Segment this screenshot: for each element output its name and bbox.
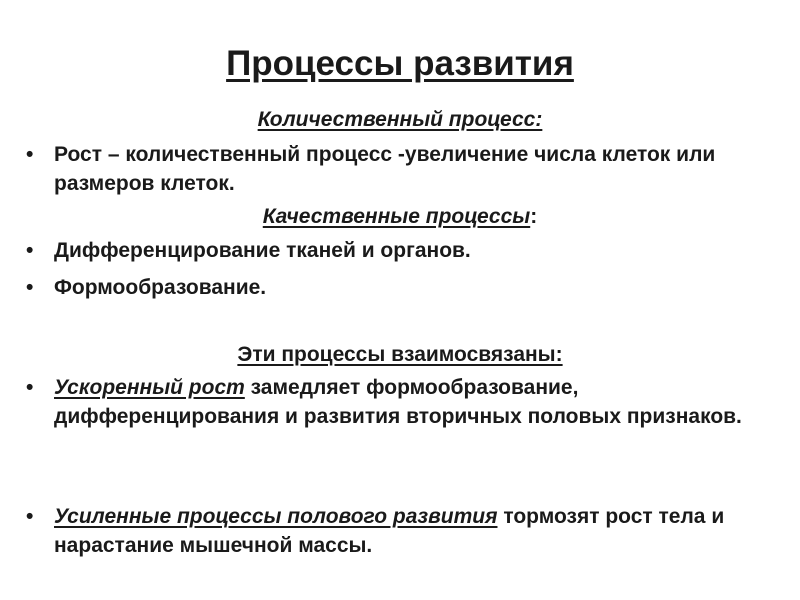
- bullet-growth: [26, 140, 776, 198]
- bullet-accelerated-growth: [26, 373, 776, 431]
- bullet-marker: •: [26, 143, 34, 166]
- bullet-morphogenesis: [26, 273, 776, 302]
- qualitative-heading-colon: :: [530, 205, 538, 228]
- bullet-differentiation: [26, 236, 776, 265]
- bullet-text: тормозят рост тела и нарастание мышечной массы.: [54, 505, 725, 557]
- bullet-text: Дифференцирование тканей и органов.: [54, 239, 471, 262]
- qualitative-heading: [0, 203, 800, 231]
- bullet-marker: •: [26, 505, 34, 528]
- bullet-marker: •: [26, 276, 34, 299]
- bullet-marker: •: [26, 376, 34, 399]
- bullet-sexual-development: [26, 502, 776, 560]
- bullet-marker: •: [26, 239, 34, 262]
- bullet-text: Рост – количественный процесс -увеличение числа клеток или размеров клеток.: [54, 143, 716, 195]
- bullet-text: Формообразование.: [54, 276, 267, 299]
- relation-heading: Эти процессы взаимосвязаны:: [237, 343, 563, 366]
- bullet-emphasis: Усиленные процессы полового развития: [54, 505, 498, 528]
- qualitative-heading-text: Качественные процессы: [262, 205, 531, 228]
- bullet-emphasis: Ускоренный рост: [54, 376, 245, 399]
- bullet-text: замедляет формообразование, дифференцирования и развития вторичных половых признаков.: [54, 376, 742, 428]
- quantitative-heading: Количественный процесс:: [257, 108, 543, 131]
- page-title: Процессы развития: [226, 44, 574, 83]
